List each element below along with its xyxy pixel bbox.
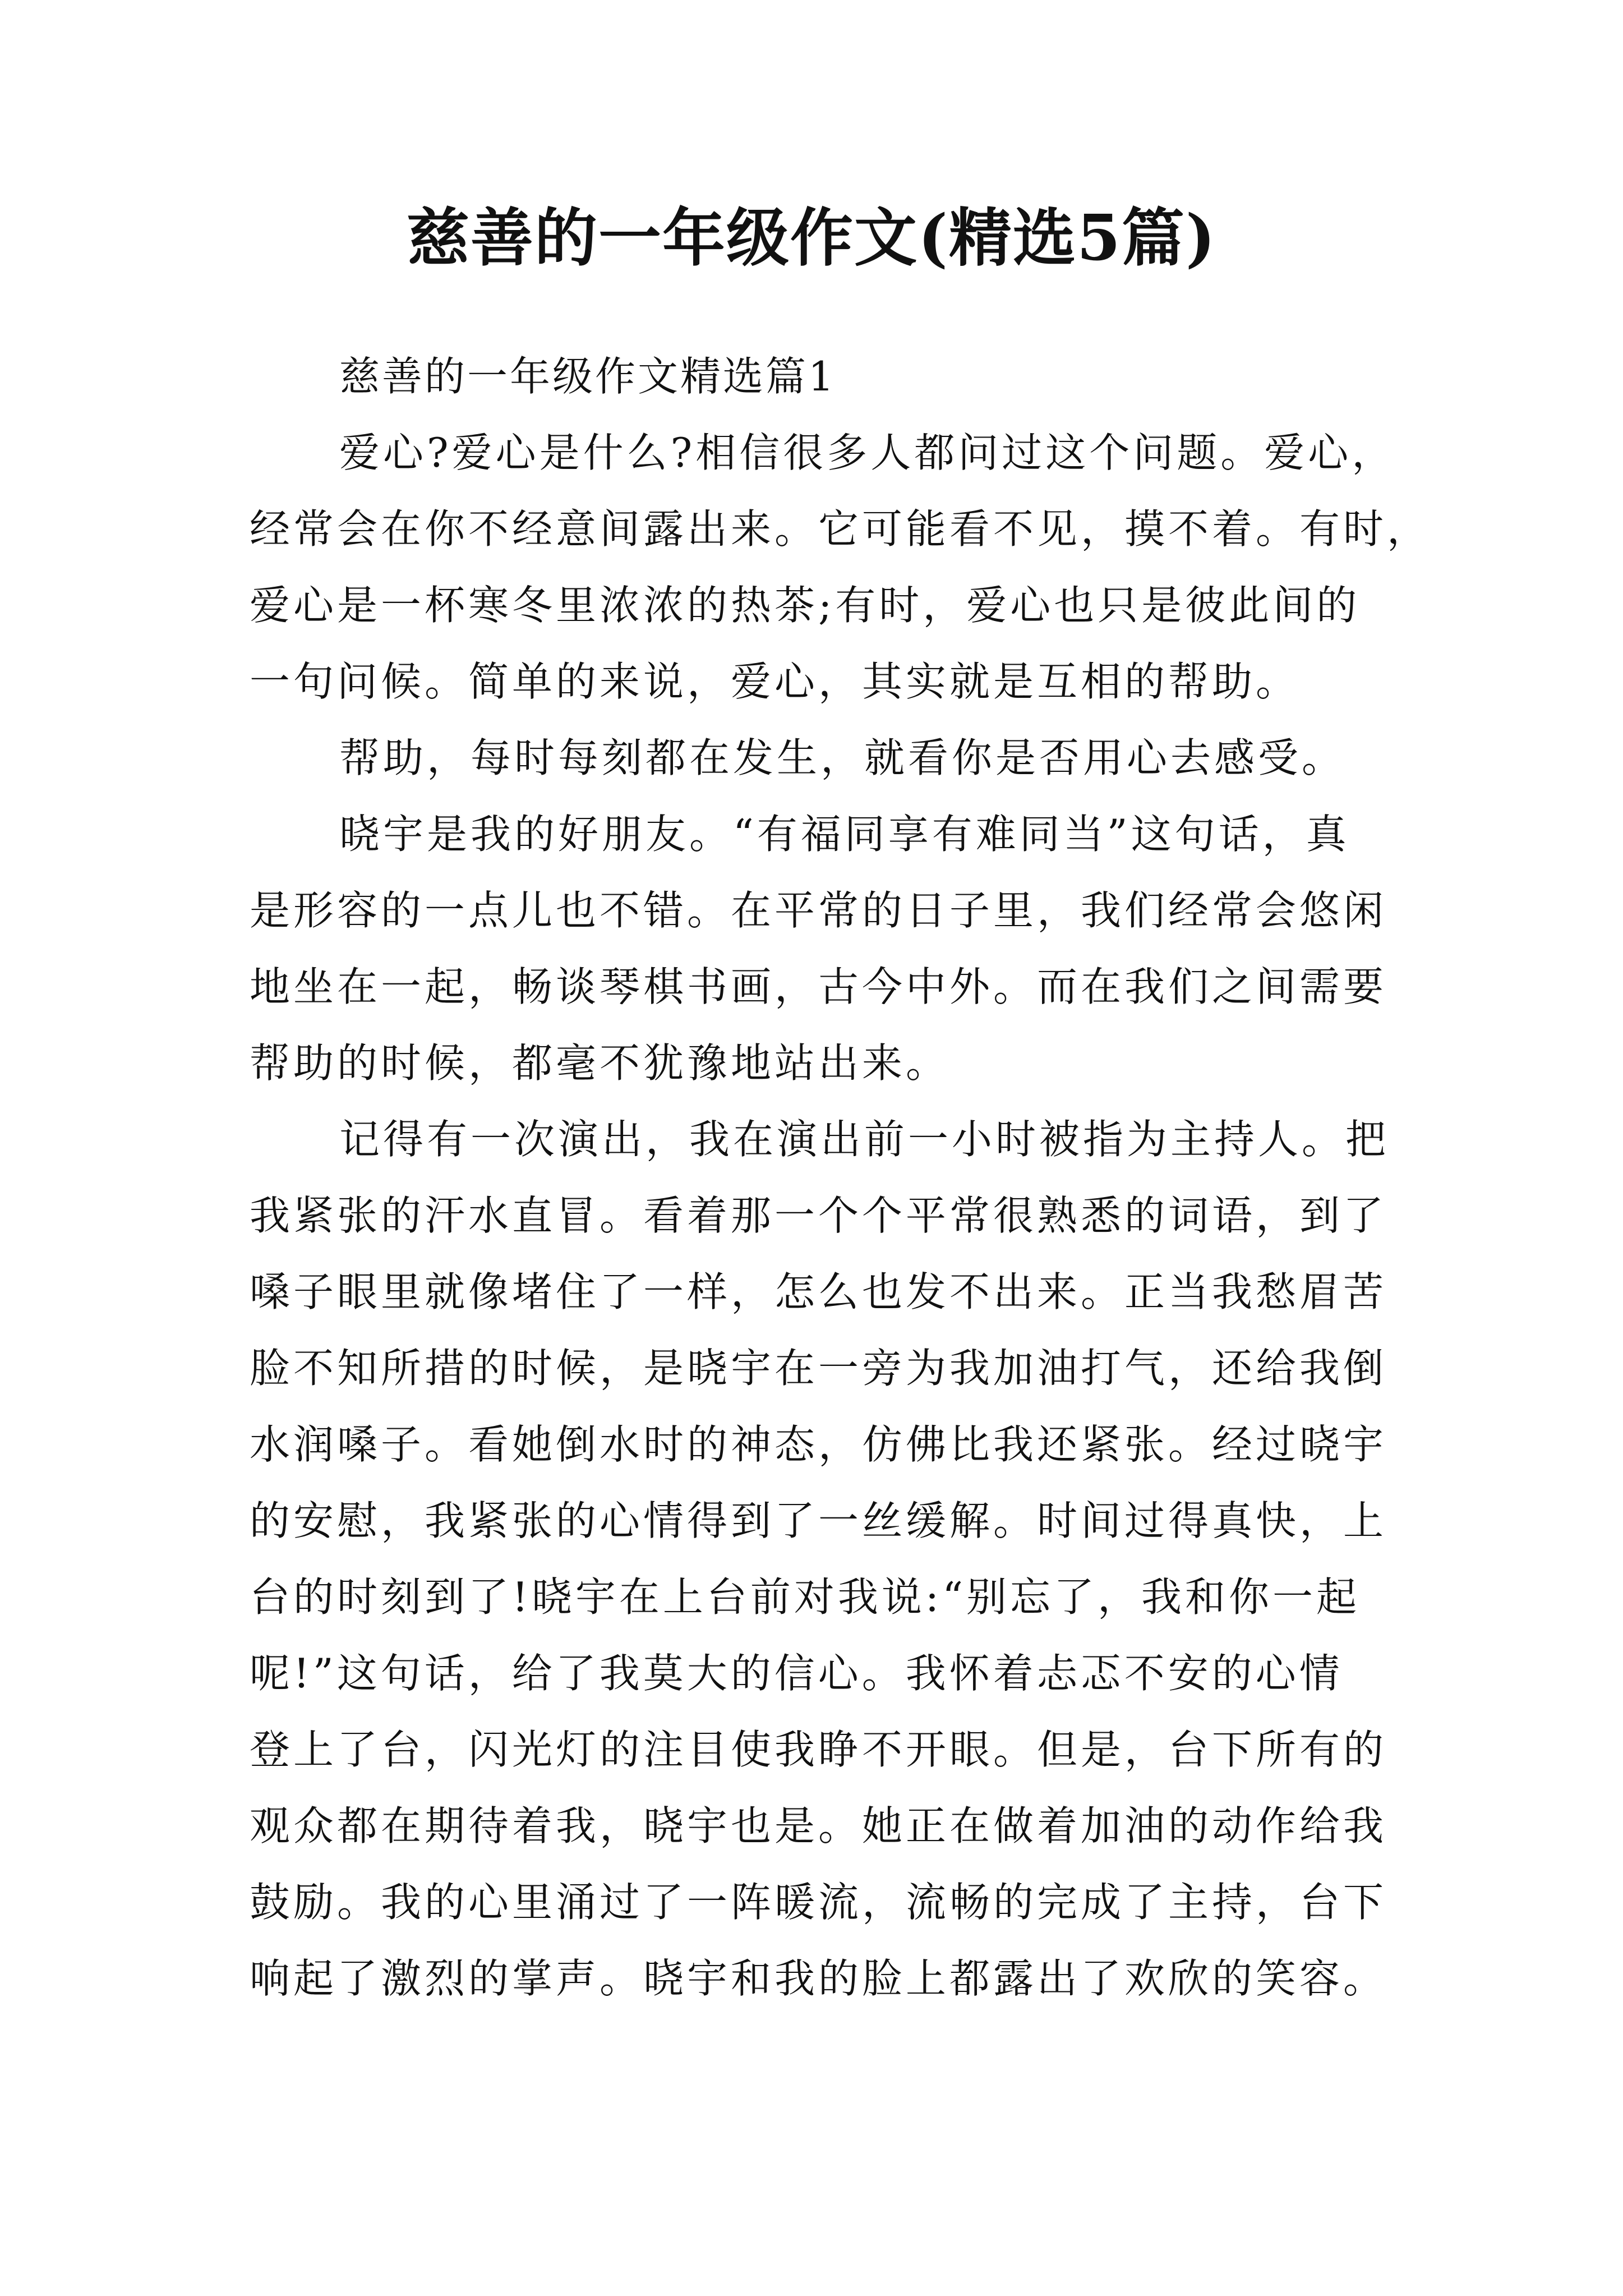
- paragraph-4-line-9: 登上了台，闪光灯的注目使我睁不开眼。但是，台下所有的: [250, 1726, 1387, 1773]
- document-body: [250, 338, 1431, 2017]
- paragraph-3-line-2: 是形容的一点儿也不错。在平常的日子里，我们经常会悠闲: [250, 887, 1387, 934]
- paragraph-3-line-3: 地坐在一起，畅谈琴棋书画，古今中外。而在我们之间需要: [250, 963, 1387, 1010]
- paragraph-4-line-4: 脸不知所措的时候，是晓宇在一旁为我加油打气，还给我倒: [250, 1345, 1387, 1392]
- paragraph-3-line-4: 帮助的时候，都毫不犹豫地站出来。: [250, 1039, 950, 1087]
- document-title: 慈善的一年级作文(精选5篇): [407, 201, 1216, 275]
- paragraph-4-line-12: 响起了激烈的掌声。晓宇和我的脸上都露出了欢欣的笑容。: [250, 1955, 1387, 2002]
- paragraph-4-line-3: 嗓子眼里就像堵住了一样，怎么也发不出来。正当我愁眉苦: [250, 1268, 1387, 1315]
- paragraph-1-line-4: 一句问候。简单的来说，爱心，其实就是互相的帮助。: [250, 658, 1300, 705]
- section-heading: 慈善的一年级作文精选篇1: [339, 353, 836, 400]
- paragraph-4-line-10: 观众都在期待着我，晓宇也是。她正在做着加油的动作给我: [250, 1802, 1387, 1849]
- paragraph-2-line-1: 帮助，每时每刻都在发生，就看你是否用心去感受。: [339, 734, 1346, 781]
- paragraph-4-line-2: 我紧张的汗水直冒。看着那一个个平常很熟悉的词语，到了: [250, 1192, 1387, 1239]
- paragraph-4-line-6: 的安慰，我紧张的心情得到了一丝缓解。时间过得真快，上: [250, 1497, 1387, 1544]
- paragraph-3-line-1: 晓宇是我的好朋友。“有福同享有难同当”这句话，真: [339, 811, 1350, 858]
- paragraph-1-line-2: 经常会在你不经意间露出来。它可能看不见，摸不着。有时，: [250, 505, 1431, 553]
- paragraph-4-line-1: 记得有一次演出，我在演出前一小时被指为主持人。把: [339, 1116, 1390, 1163]
- paragraph-4-line-5: 水润嗓子。看她倒水时的神态，仿佛比我还紧张。经过晓宇: [250, 1421, 1387, 1468]
- paragraph-1-line-1: 爱心?爱心是什么?相信很多人都问过这个问题。爱心，: [339, 429, 1396, 476]
- paragraph-4-line-7: 台的时刻到了!晓宇在上台前对我说:“别忘了，我和你一起: [250, 1573, 1361, 1621]
- paragraph-1-line-3: 爱心是一杯寒冬里浓浓的热茶;有时，爱心也只是彼此间的: [250, 582, 1361, 629]
- paragraph-4-line-11: 鼓励。我的心里涌过了一阵暖流，流畅的完成了主持，台下: [250, 1879, 1387, 1926]
- paragraph-4-line-8: 呢!”这句话，给了我莫大的信心。我怀着忐忑不安的心情: [250, 1650, 1343, 1697]
